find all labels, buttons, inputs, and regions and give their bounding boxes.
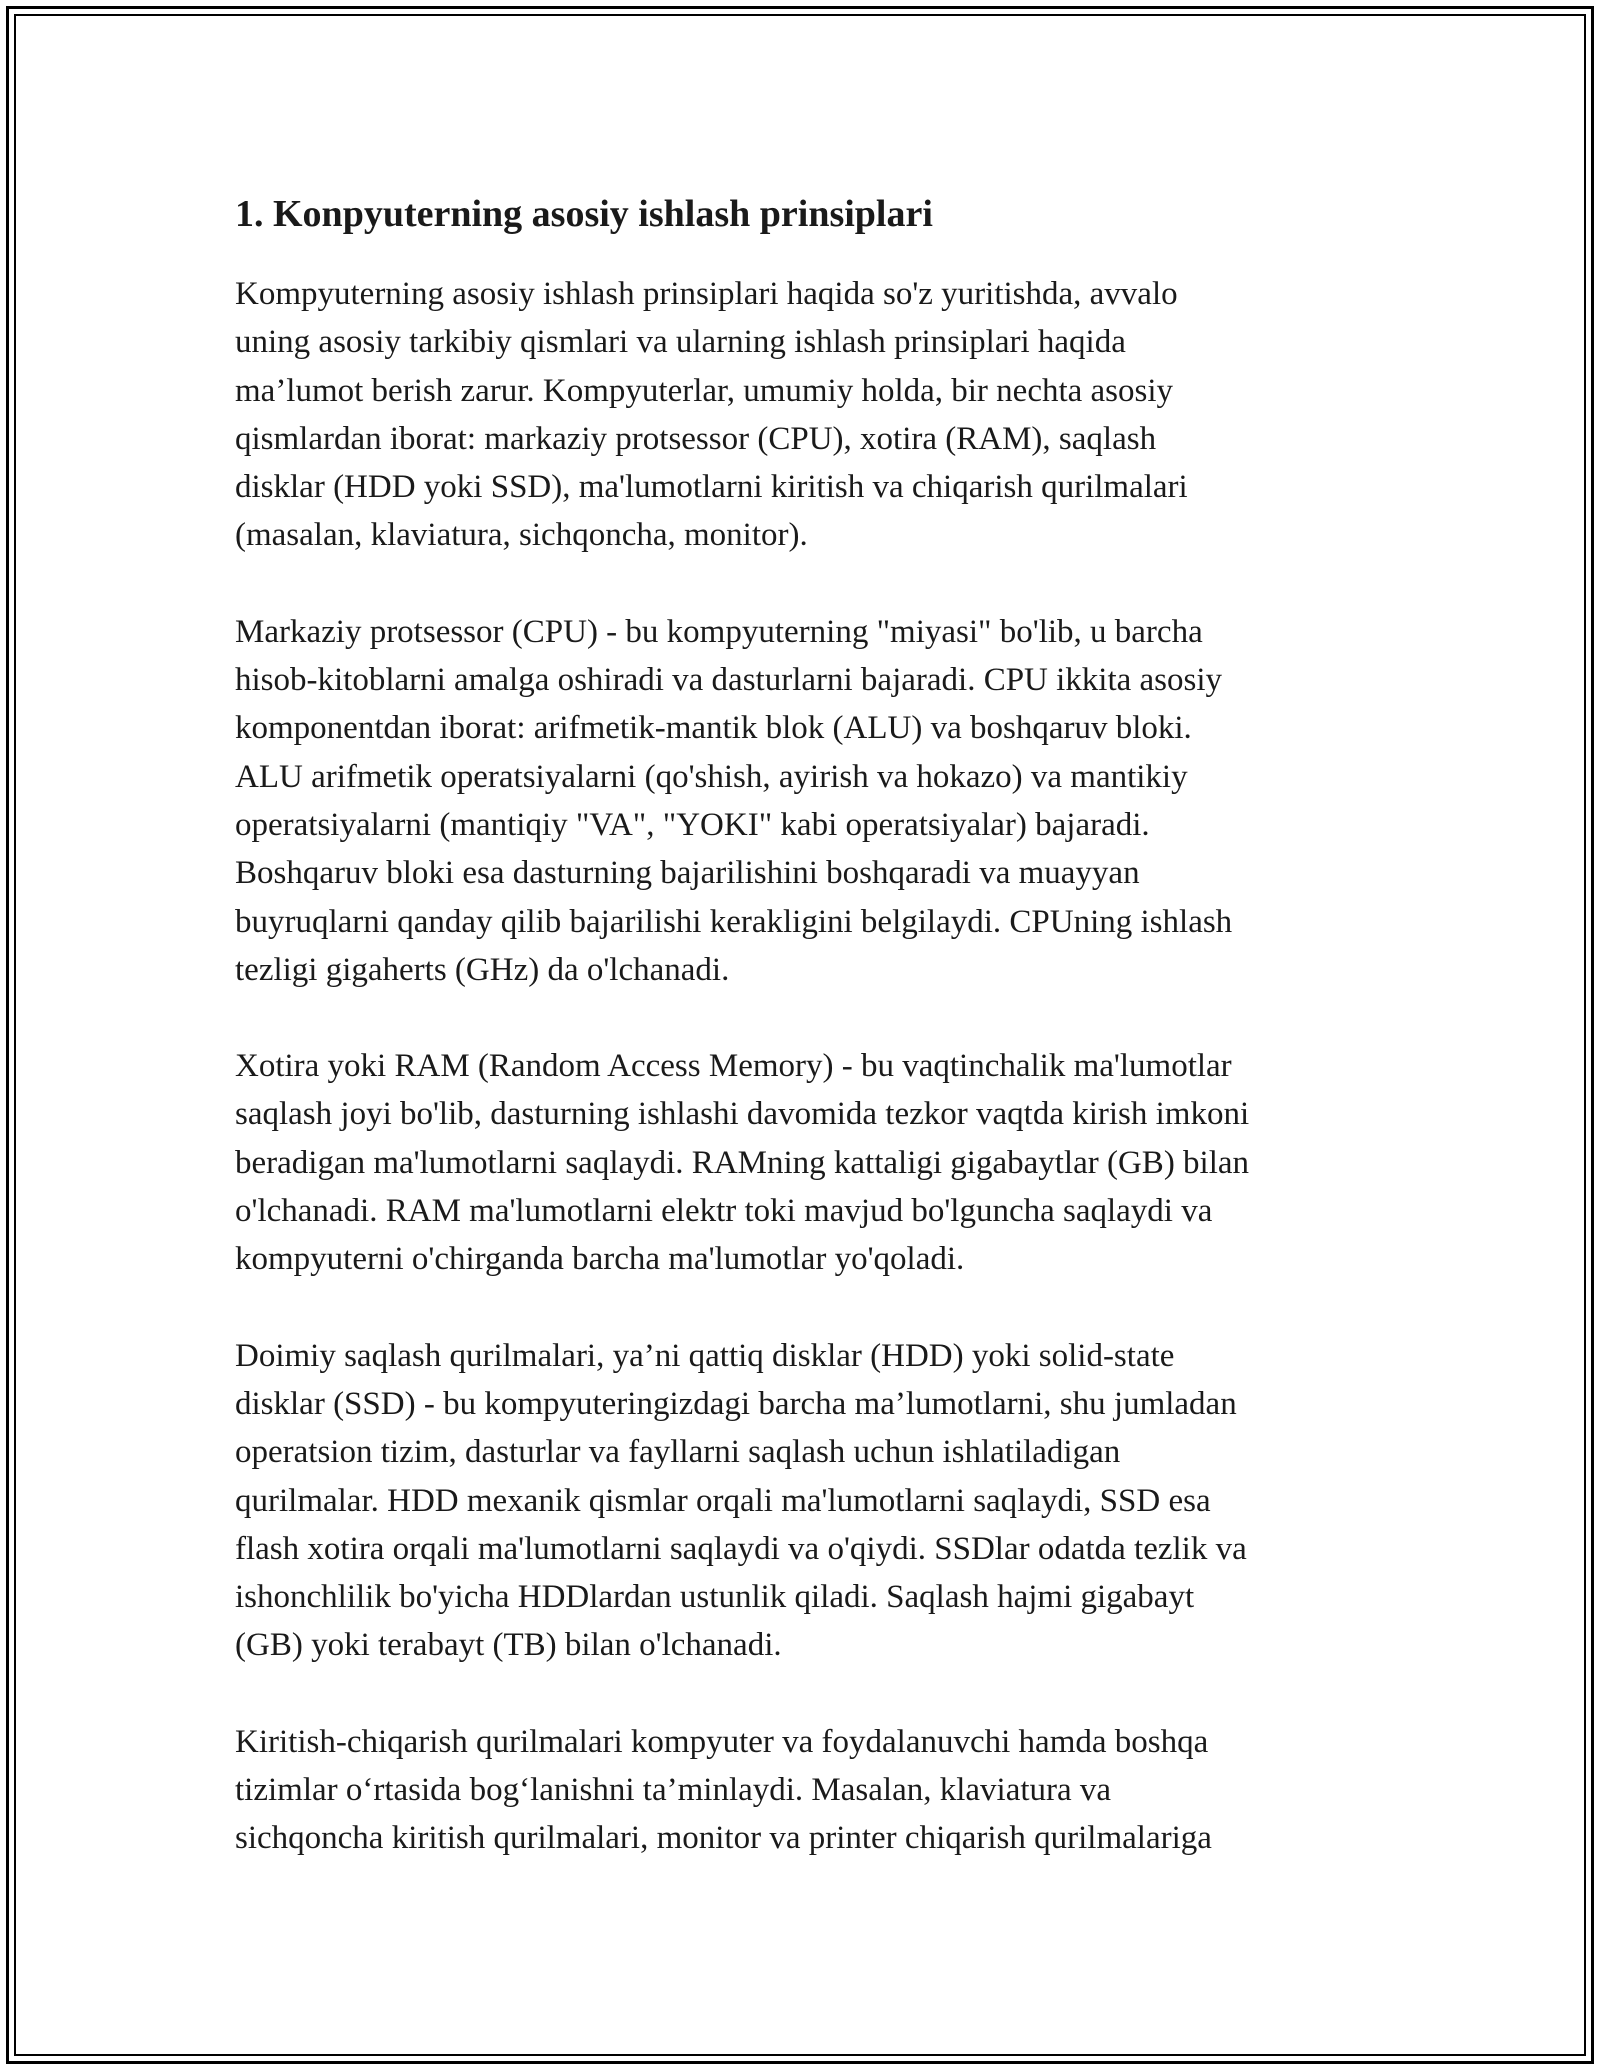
section-heading: 1. Konpyuterning asosiy ishlash prinsiplari (235, 193, 933, 235)
paragraph-ram (235, 1042, 1375, 1283)
text-line: Boshqaruv bloki esa dasturning bajarilishini boshqaradi va muayyan (235, 855, 1140, 892)
text-line: o'lchanadi. RAM ma'lumotlarni elektr toki mavjud bo'lguncha saqlaydi va (235, 1193, 1213, 1230)
text-line: saqlash joyi bo'lib, dasturning ishlashi davomida tezkor vaqtda kirish imkoni (235, 1096, 1250, 1133)
text-line: hisob-kitoblarni amalga oshiradi va dasturlarni bajaradi. CPU ikkita asosiy (235, 662, 1223, 699)
text-line: operatsion tizim, dasturlar va fayllarni saqlash uchun ishlatiladigan (235, 1434, 1121, 1471)
text-line: flash xotira orqali ma'lumotlarni saqlaydi va o'qiydi. SSDlar odatda tezlik va (235, 1530, 1247, 1567)
text-line: operatsiyalarni (mantiqiy "VA", "YOKI" kabi operatsiyalar) bajaradi. (235, 806, 1150, 843)
text-line: ALU arifmetik operatsiyalarni (qo'shish, ayirish va hokazo) va mantikiy (235, 758, 1188, 795)
paragraph-cpu (235, 608, 1375, 994)
text-line: kompyuterni o'chirganda barcha ma'lumotlar yo'qoladi. (235, 1241, 965, 1278)
text-line: ma’lumot berish zarur. Kompyuterlar, umumiy holda, bir nechta asosiy (235, 372, 1174, 409)
text-line: sichqoncha kiritish qurilmalari, monitor va printer chiqarish qurilmalariga (235, 1820, 1212, 1857)
paragraph-intro (235, 270, 1375, 560)
text-line: tezligi gigaherts (GHz) da o'lchanadi. (235, 951, 730, 988)
text-line: beradigan ma'lumotlarni saqlaydi. RAMning kattaligi gigabaytlar (GB) bilan (235, 1144, 1250, 1181)
text-line: (GB) yoki terabayt (TB) bilan o'lchanadi. (235, 1627, 782, 1664)
paragraph-storage (235, 1332, 1375, 1670)
text-line: (masalan, klaviatura, sichqoncha, monitor). (235, 517, 808, 554)
text-line: ishonchlilik bo'yicha HDDlardan ustunlik qiladi. Saqlash hajmi gigabayt (235, 1579, 1195, 1616)
text-line: qismlardan iborat: markaziy protsessor (CPU), xotira (RAM), saqlash (235, 420, 1157, 457)
text-line: Kompyuterning asosiy ishlash prinsiplari haqida so'z yuritishda, avvalo (235, 276, 1178, 312)
text-line: disklar (SSD) - bu kompyuteringizdagi barcha ma’lumotlarni, shu jumladan (235, 1385, 1237, 1422)
text-line: qurilmalar. HDD mexanik qismlar orqali ma'lumotlarni saqlaydi, SSD esa (235, 1482, 1211, 1519)
text-line: disklar (HDD yoki SSD), ma'lumotlarni kiritish va chiqarish qurilmalari (235, 469, 1188, 506)
text-line: tizimlar o‘rtasida bog‘lanishni ta’minlaydi. Masalan, klaviatura va (235, 1772, 1112, 1809)
text-line: Xotira yoki RAM (Random Access Memory) - bu vaqtinchalik ma'lumotlar (235, 1048, 1232, 1085)
text-line: buyruqlarni qanday qilib bajarilishi kerakligini belgilaydi. CPUning ishlash (235, 903, 1233, 940)
text-line: Doimiy saqlash qurilmalari, ya’ni qattiq disklar (HDD) yoki solid-state (235, 1337, 1175, 1374)
text-line: Markaziy protsessor (CPU) - bu kompyuterning "miyasi" bo'lib, u barcha (235, 613, 1203, 650)
document-body (235, 188, 1375, 1911)
text-line: komponentdan iborat: arifmetik-mantik blok (ALU) va boshqaruv bloki. (235, 710, 1192, 747)
text-line: uning asosiy tarkibiy qismlari va ularning ishlash prinsiplari haqida (235, 324, 1126, 361)
text-line: Kiritish-chiqarish qurilmalari kompyuter va foydalanuvchi hamda boshqa (235, 1723, 1209, 1760)
paragraph-io (235, 1718, 1375, 1863)
